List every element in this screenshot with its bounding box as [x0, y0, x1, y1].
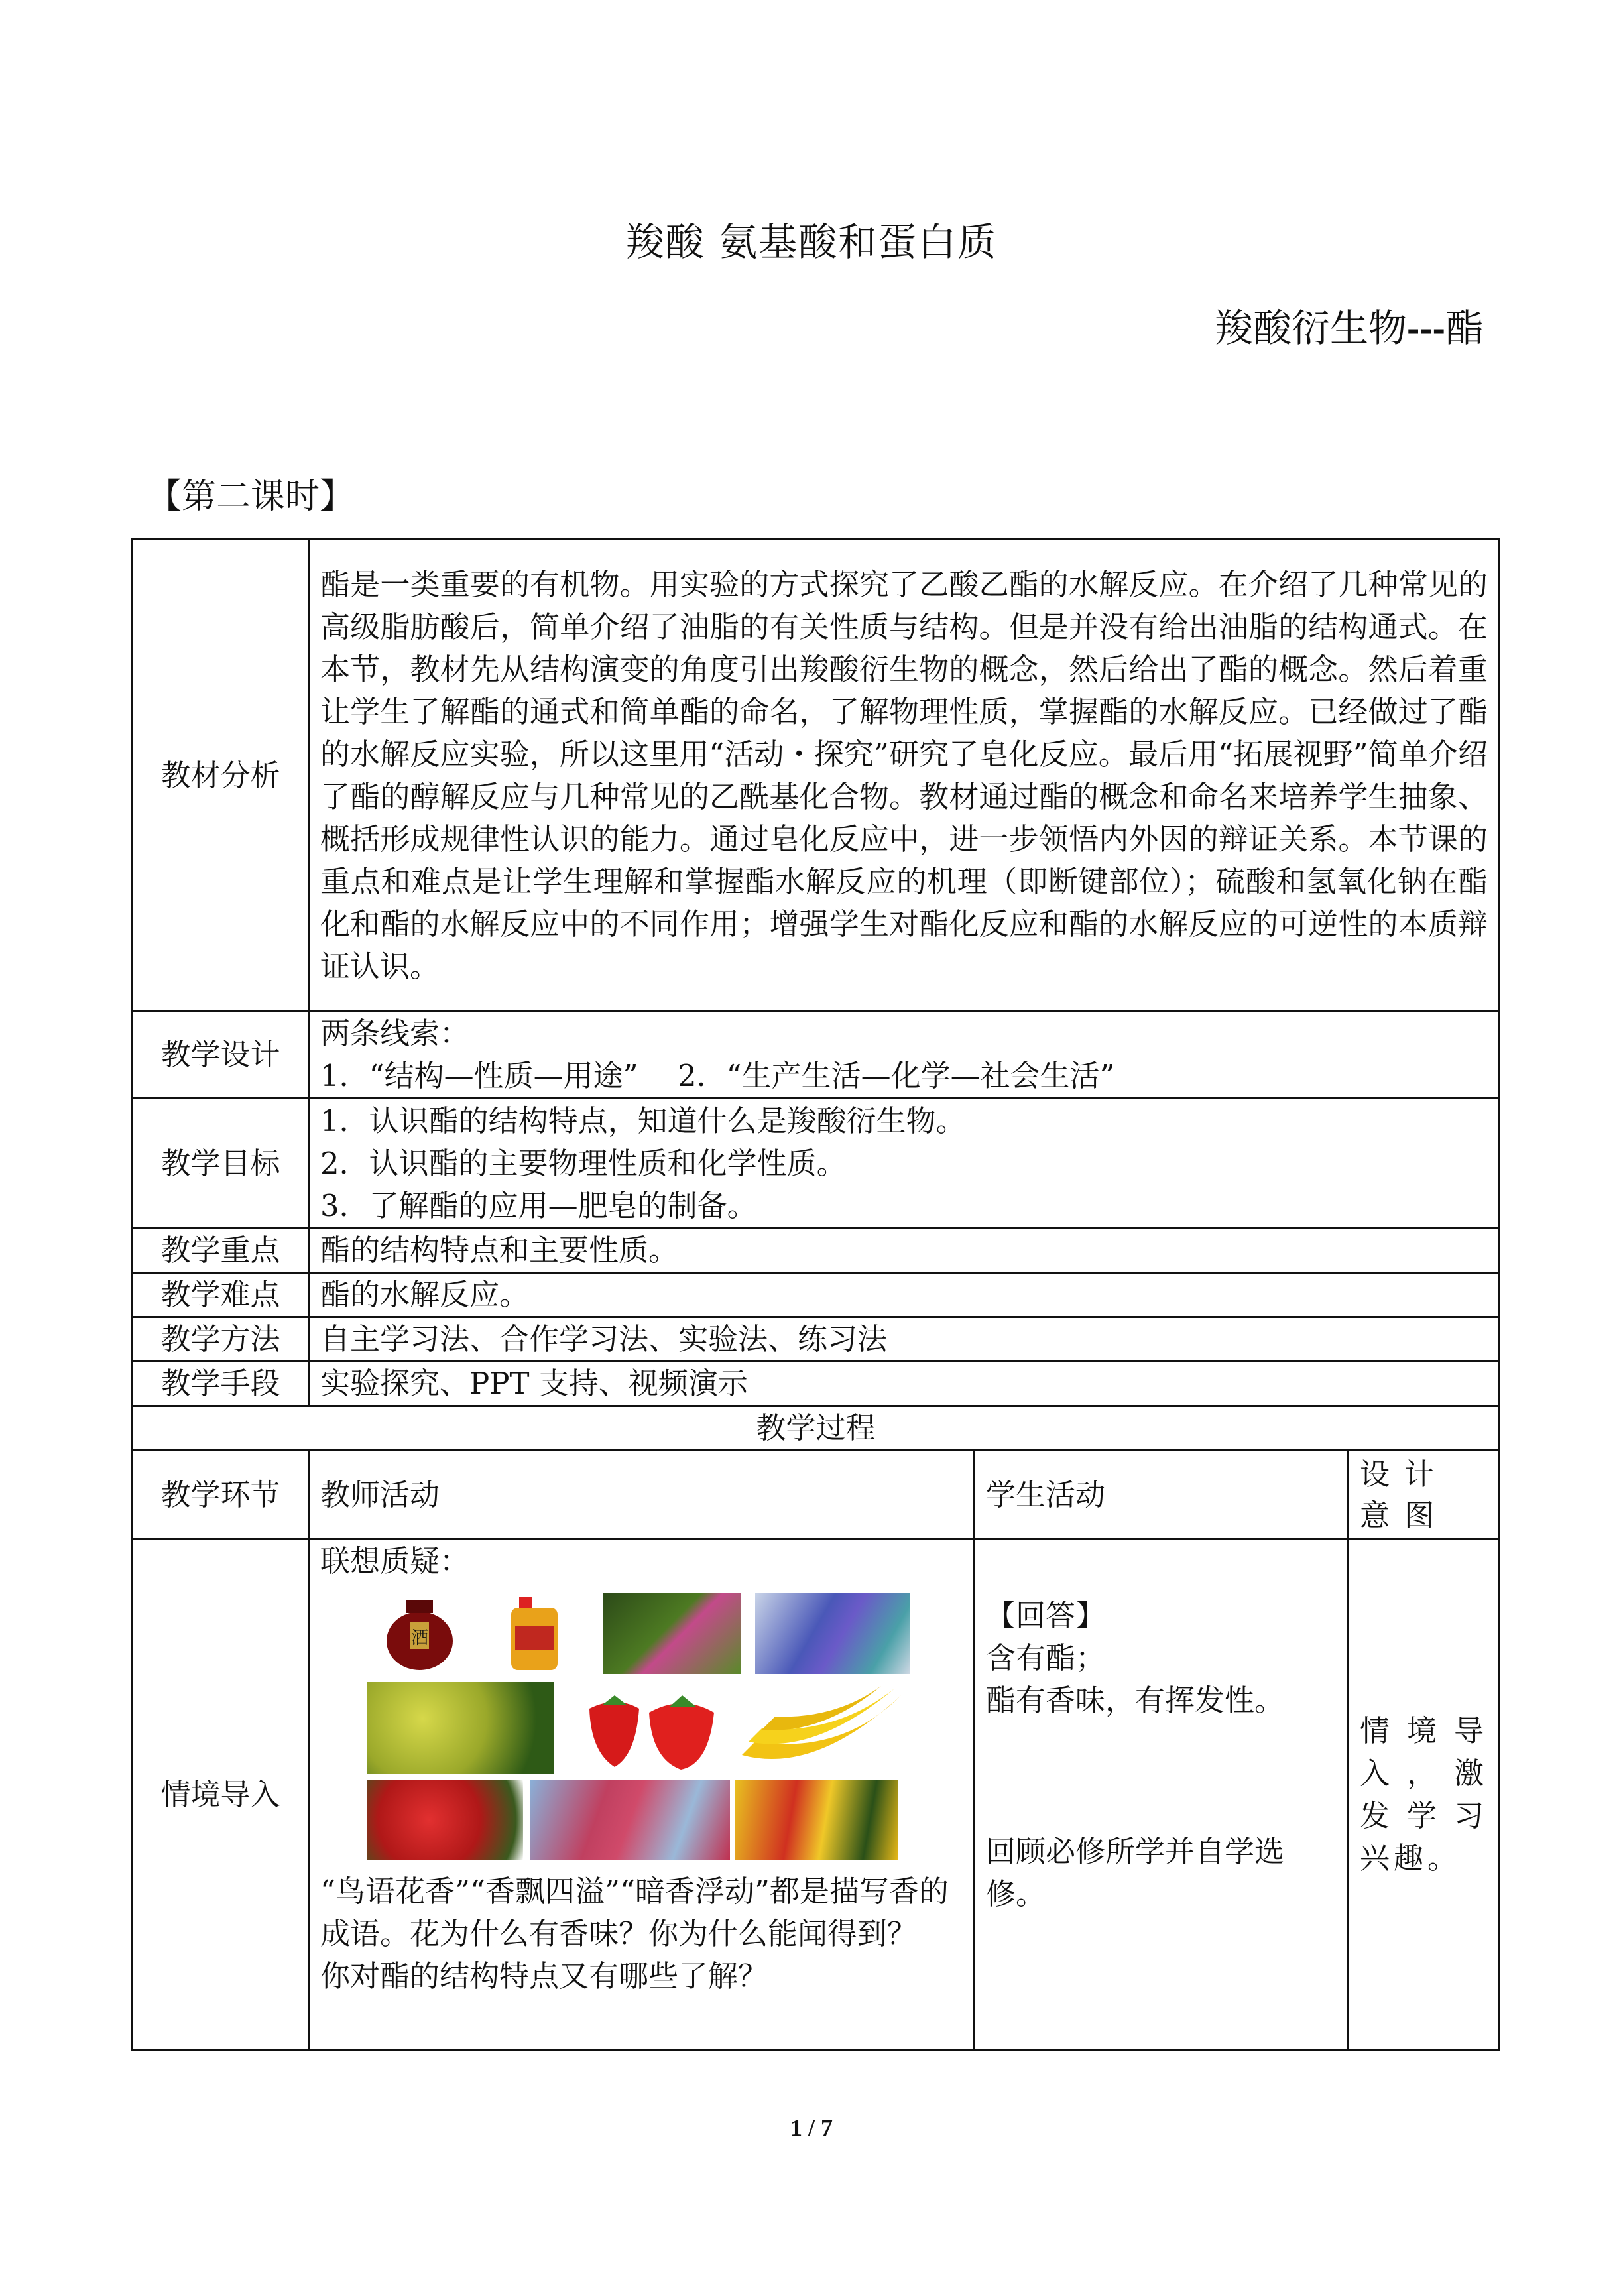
- student-activity-cell: [975, 1540, 1349, 2050]
- difficulty-label: 教学难点: [133, 1273, 309, 1317]
- roses-image: [367, 1780, 523, 1860]
- strawberry-icon: [576, 1682, 729, 1774]
- document-title: 羧酸 氨基酸和蛋白质: [625, 219, 998, 265]
- teacher-text-1: “鸟语花香”“香飘四溢”“暗香浮动”都是描写香的成语。花为什么有香味？你为什么能闻得到？: [320, 1874, 949, 1951]
- design-line-1: 两条线索：: [320, 1016, 470, 1051]
- col-header-teacher: 教师活动: [309, 1451, 975, 1540]
- banana-image: [735, 1682, 910, 1774]
- row-goals: [133, 1099, 1500, 1229]
- design-label: 教学设计: [133, 1012, 309, 1099]
- design-intent-cell: 情境导入，激发学习兴趣。: [1349, 1540, 1500, 2050]
- flower-bee-image: [603, 1593, 741, 1674]
- subtitle-end: 酯: [1445, 306, 1484, 351]
- banana-icon: [735, 1682, 910, 1774]
- process-title: 教学过程: [133, 1406, 1500, 1451]
- lavender-image: [755, 1593, 910, 1674]
- means-label: 教学手段: [133, 1362, 309, 1406]
- lesson-plan-table: [131, 538, 1500, 2051]
- methods-label: 教学方法: [133, 1317, 309, 1362]
- goals-label: 教学目标: [133, 1099, 309, 1229]
- means-text: 实验探究、PPT 支持、视频演示: [309, 1362, 1500, 1406]
- oil-bottle-image: [499, 1593, 572, 1673]
- goal-item: 3．了解酯的应用—肥皂的制备。: [320, 1187, 757, 1223]
- row-design: [133, 1012, 1500, 1099]
- row-difficulty: [133, 1273, 1500, 1317]
- student-answer-line-1: 含有酯；: [986, 1640, 1106, 1675]
- page-number: 1 / 7: [790, 2114, 833, 2141]
- teacher-heading: 联想质疑：: [320, 1543, 470, 1579]
- goal-item: 2．认识酯的主要物理性质和化学性质。: [320, 1145, 847, 1181]
- key-point-text: 酯的结构特点和主要性质。: [309, 1229, 1500, 1273]
- session-label: 【第二课时】: [147, 477, 355, 516]
- row-means: [133, 1362, 1500, 1406]
- wine-jar-icon: [367, 1593, 476, 1673]
- row-process-title: [133, 1406, 1500, 1451]
- analysis-label: 教材分析: [133, 540, 309, 1012]
- stage-cell: 情境导入: [133, 1540, 309, 2050]
- row-analysis: [133, 540, 1500, 1012]
- goals-cell: [309, 1099, 1500, 1229]
- student-answer-tag: 【回答】: [986, 1598, 1106, 1633]
- row-situation-intro: [133, 1540, 1500, 2050]
- plum-blossom-image: [530, 1780, 730, 1860]
- design-cell: [309, 1012, 1500, 1099]
- difficulty-text: 酯的水解反应。: [309, 1273, 1500, 1317]
- student-review-text: 回顾必修所学并自学选修。: [986, 1834, 1285, 1911]
- scent-image-collage: [367, 1593, 910, 1860]
- jar-label-text: 酒: [410, 1628, 429, 1648]
- student-answer-line-2: 酯有香味，有挥发性。: [986, 1683, 1285, 1718]
- col-header-student: 学生活动: [975, 1451, 1349, 1540]
- teacher-activity-cell: [309, 1540, 975, 2050]
- key-point-label: 教学重点: [133, 1229, 309, 1273]
- row-key-point: [133, 1229, 1500, 1273]
- wine-jar-image: [367, 1593, 476, 1673]
- col-header-stage: 教学环节: [133, 1451, 309, 1540]
- col-header-design: 设计意图: [1349, 1451, 1500, 1540]
- goal-item: 1．认识酯的结构特点，知道什么是羧酸衍生物。: [320, 1103, 966, 1138]
- subtitle-main: 羧酸衍生物: [1215, 306, 1408, 351]
- tulips-image: [735, 1780, 898, 1860]
- row-methods: [133, 1317, 1500, 1362]
- oil-bottle-icon: [499, 1593, 572, 1673]
- design-line-2: 1．“结构—性质—用途” 2．“生产生活—化学—社会生活”: [320, 1058, 1115, 1093]
- row-process-header: [133, 1451, 1500, 1540]
- analysis-text: 酯是一类重要的有机物。用实验的方式探究了乙酸乙酯的水解反应。在介绍了几种常见的高级脂肪酸后，简单介绍了油脂的有关性质与结构。但是并没有给出油脂的结构通式。在本节，教材先从结构演变的角度引出羧酸衍生物的概念，然后给出了酯的概念。然后着重让学生了解酯的通式和简单酯的命名，了解物理性质，掌握酯的水解反应。已经做过了酯的水解反应实验，所以这里用“活动・探究”研究了皂化反应。最后用“拓展视野”简单介绍了酯的醇解反应与几种常见的乙酰基化合物。教材通过酯的概念和命名来培养学生抽象、概括形成规律性认识的能力。通过皂化反应中，进一步领悟内外因的辩证关系。本节课的重点和难点是让学生理解和掌握酯水解反应的机理（即断键部位）；硫酸和氢氧化钠在酯化和酯的水解反应中的不同作用；增强学生对酯化反应和酯的水解反应的可逆性的本质辩证认识。: [309, 540, 1500, 1012]
- teacher-text-2: 你对酯的结构特点又有哪些了解？: [320, 1959, 768, 1994]
- subtitle-dash: ---: [1407, 307, 1445, 350]
- document-subtitle: [1215, 297, 1484, 353]
- strawberry-image: [576, 1682, 729, 1774]
- pomelo-image: [367, 1682, 554, 1774]
- methods-text: 自主学习法、合作学习法、实验法、练习法: [309, 1317, 1500, 1362]
